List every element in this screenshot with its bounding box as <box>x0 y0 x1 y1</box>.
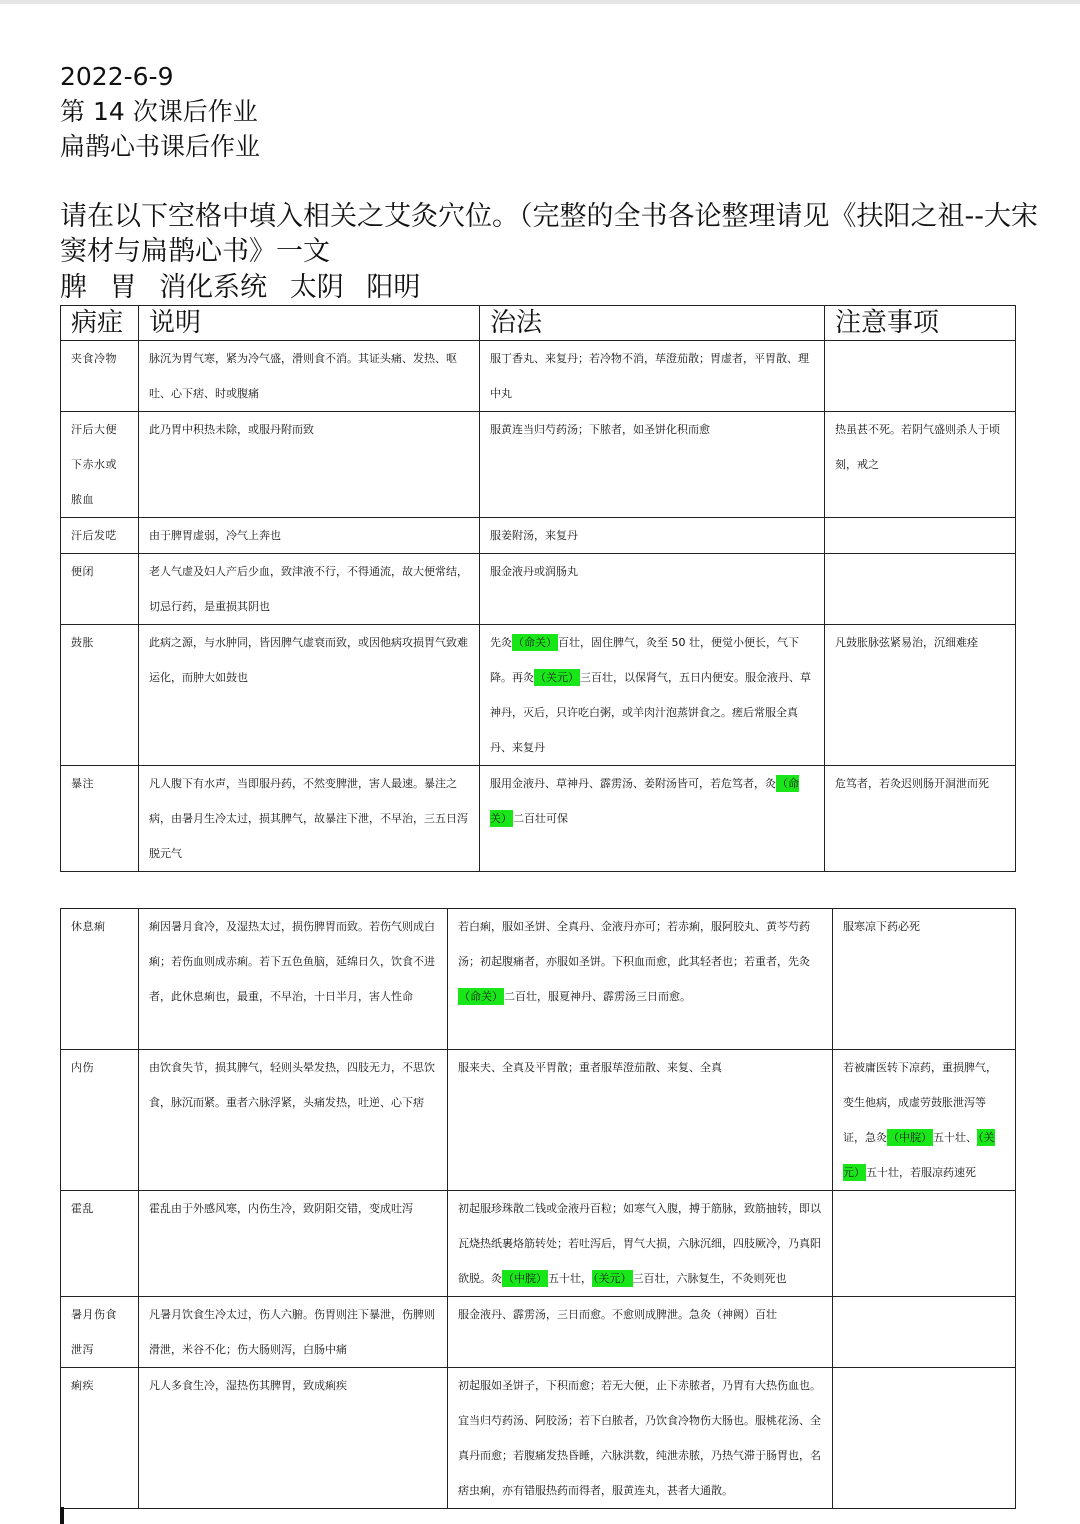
description-cell: 由饮食失节，损其脾气，轻则头晕发热，四肢无力，不思饮食，脉沉而紧。重者六脉浮紧，头痛发热，吐逆、心下痞 <box>139 1050 448 1191</box>
table-row <box>61 1297 1016 1368</box>
instructions: 请在以下空格中填入相关之艾灸穴位。（完整的全书各论整理请见《扶阳之祖--大宋窦材与扁鹊心书》一文 <box>60 201 1038 267</box>
notes-cell <box>833 1368 1016 1509</box>
cell-text: 初起服如圣饼子，下积而愈；若无大便，止下赤脓者，乃胃有大热伤血也。宜当归芍药汤、阿胶汤；若下白脓者，乃饮食冷物伤大肠也。服桃花汤、全真丹而愈；若腹痛发热昏睡，六脉洪数，纯泄赤脓，乃热气滞于肠胃也，名痞虫痢，亦有错服热药而得者，服黄连丸，甚者大通散。 <box>458 1379 821 1497</box>
disease-cell: 暴注 <box>61 766 139 872</box>
cell-text: 二百壮可保 <box>513 812 568 825</box>
table-row <box>61 554 1016 625</box>
subheading-term: 太阴 <box>289 272 344 303</box>
subheading-term: 消化系统 <box>159 272 268 303</box>
table-row <box>61 412 1016 518</box>
notes-cell <box>833 1050 1016 1191</box>
column-header-notes: 注意事项 <box>825 306 1016 341</box>
cell-text: 先灸 <box>490 636 512 649</box>
cell-text: 五十壮， <box>548 1272 592 1285</box>
description-cell: 脉沉为胃气寒，紧为冷气盛，滑则食不消。其证头痛、发热、呕吐、心下痞、时或腹痛 <box>139 341 480 412</box>
table-row <box>61 1050 1016 1191</box>
subheading-term: 脾 <box>60 272 87 303</box>
notes-cell <box>825 518 1016 554</box>
lesson-title: 第 14 次课后作业 <box>60 97 258 126</box>
cell-text: 初起服珍珠散二钱或金液丹百粒；如寒气入腹，搏于筋脉，致筋抽转，即以瓦烧热纸裹烙筋转处；若吐泻后，胃气大损，六脉沉细，四肢厥冷，乃真阳欲脱。灸 <box>458 1202 821 1285</box>
table-row <box>61 909 1016 1050</box>
acupoint-highlight: （关元） <box>843 1131 995 1179</box>
subheading-term: 胃 <box>109 272 137 303</box>
cell-text: 服金液丹、霹雳汤，三日而愈。不愈则成脾泄。急灸（神阙）百壮 <box>458 1308 777 1321</box>
acupoint-highlight: （关元） <box>593 1272 632 1285</box>
notes-cell <box>825 554 1016 625</box>
disease-cell: 霍乱 <box>61 1191 139 1297</box>
table-row <box>61 1368 1016 1509</box>
column-header-disease: 病症 <box>61 306 139 341</box>
table-row <box>61 766 1016 872</box>
page-title: 扁鹊心书课后作业 <box>60 132 261 161</box>
cell-text: 若白痢，服如圣饼、全真丹、金液丹亦可；若赤痢，服阿胶丸、黄芩芍药汤；初起腹痛者，亦服如圣饼。下积血而愈，此其轻者也；若重者，先灸 <box>458 920 810 968</box>
description-cell: 此乃胃中积热未除，或服丹附而致 <box>139 412 480 518</box>
cell-text: 三百壮，六脉复生，不灸则死也 <box>632 1272 787 1285</box>
acupoint-highlight: （关元） <box>535 671 579 684</box>
notes-cell <box>825 341 1016 412</box>
cell-text: 危笃者，若灸迟则肠开洞泄而死 <box>835 777 989 790</box>
table-row <box>61 518 1016 554</box>
description-cell: 此病之源，与水肿同，皆因脾气虚衰而致，或因他病攻损胃气致难运化，而肿大如鼓也 <box>139 625 480 766</box>
treatment-cell <box>480 554 825 625</box>
disease-cell: 内伤 <box>61 1050 139 1191</box>
description-cell: 凡暑月饮食生冷太过，伤人六腑。伤胃则注下暴泄，伤脾则滑泄，米谷不化；伤大肠则泻，白肠中痛 <box>139 1297 448 1368</box>
disease-cell: 休息痢 <box>61 909 139 1050</box>
notes-cell <box>833 909 1016 1050</box>
description-cell: 痢因暑月食冷，及湿热太过，损伤脾胃而致。若伤气则成白痢；若伤血则成赤痢。若下五色鱼脑，延绵日久，饮食不进者，此休息痢也，最重，不早治，十日半月，害人性命 <box>139 909 448 1050</box>
subheading-term: 阳明 <box>366 272 421 303</box>
moxibustion-table-1 <box>60 305 1016 872</box>
treatment-cell <box>480 625 825 766</box>
table-row <box>61 1191 1016 1297</box>
cell-text: 二百壮，服夏神丹、霹雳汤三日而愈。 <box>504 990 691 1003</box>
cell-text: 五十壮，若服凉药速死 <box>866 1166 976 1179</box>
acupoint-highlight: （命关） <box>490 777 799 825</box>
cell-text: 服姜附汤，来复丹 <box>490 529 578 542</box>
treatment-cell <box>480 766 825 872</box>
treatment-cell <box>480 412 825 518</box>
description-cell: 凡人多食生冷，湿热伤其脾胃，致成痢疾 <box>139 1368 448 1509</box>
notes-cell <box>825 625 1016 766</box>
column-header-treatment: 治法 <box>480 306 825 341</box>
treatment-cell <box>480 341 825 412</box>
cell-text: 百壮，固住脾气，灸至 50 壮，便觉小便长，气下降。再灸 <box>490 636 799 684</box>
cell-text: 服丁香丸、来复丹；若冷物不消，荜澄茄散；胃虚者，平胃散、理中丸 <box>490 352 809 400</box>
treatment-cell <box>448 1368 833 1509</box>
cell-text: 五十壮、 <box>933 1131 977 1144</box>
cell-text: 服用金液丹、草神丹、霹雳汤、姜附汤皆可，若危笃者，灸 <box>490 777 776 790</box>
subheading <box>60 270 434 305</box>
notes-cell <box>833 1191 1016 1297</box>
treatment-cell <box>480 518 825 554</box>
description-cell: 由于脾胃虚弱，冷气上奔也 <box>139 518 480 554</box>
acupoint-highlight: （中脘） <box>503 1272 547 1285</box>
acupoint-highlight: （命关） <box>459 990 503 1003</box>
treatment-cell <box>448 1050 833 1191</box>
date: 2022-6-9 <box>60 62 174 91</box>
cell-text: 凡鼓胀脉弦紧易治，沉细难痊 <box>835 636 978 649</box>
cell-text: 服金液丹或润肠丸 <box>490 565 578 578</box>
disease-cell: 痢疾 <box>61 1368 139 1509</box>
description-cell: 凡人腹下有水声，当即服丹药，不然变脾泄，害人最速。暴注之病，由暑月生冷太过，损其脾气，故暴注下泄，不早治，三五日泻脱元气 <box>139 766 480 872</box>
cell-text: 若被庸医转下凉药，重损脾气，变生他病，成虚劳鼓胀泄泻等证，急灸 <box>843 1061 997 1144</box>
disease-cell: 鼓胀 <box>61 625 139 766</box>
cell-text: 服黄连当归芍药汤；下脓者，如圣饼化积而愈 <box>490 423 710 436</box>
disease-cell: 夹食冷物 <box>61 341 139 412</box>
notes-cell <box>825 766 1016 872</box>
top-edge <box>0 0 1080 4</box>
disease-cell: 便闭 <box>61 554 139 625</box>
disease-cell: 暑月伤食泄泻 <box>61 1297 139 1368</box>
table-row <box>61 341 1016 412</box>
cell-text: 服来夫、全真及平胃散；重者服荜澄茄散、来复、全真 <box>458 1061 722 1074</box>
column-header-description: 说明 <box>139 306 480 341</box>
disease-cell: 汗后发呓 <box>61 518 139 554</box>
table-row <box>61 625 1016 766</box>
acupoint-highlight: （中脘） <box>888 1131 932 1144</box>
treatment-cell <box>448 1297 833 1368</box>
cell-text: 三百壮，以保肾气，五日内便安。服金液丹、草神丹，灭后，只许吃白粥，或羊肉汁泡蒸饼食之。瘥后常服全真丹、来复丹 <box>490 671 811 754</box>
cell-text: 服寒凉下药必死 <box>843 920 920 933</box>
notes-cell <box>825 412 1016 518</box>
notes-cell <box>833 1297 1016 1368</box>
moxibustion-table-2 <box>60 908 1016 1509</box>
description-cell: 霍乱由于外感风寒，内伤生冷，致阴阳交错，变成吐泻 <box>139 1191 448 1297</box>
acupoint-highlight: （命关） <box>513 636 557 649</box>
description-cell: 老人气虚及妇人产后少血，致津液不行，不得通流，故大便常结，切忌行药，是重损其阴也 <box>139 554 480 625</box>
disease-cell: 汗后大便下赤水或脓血 <box>61 412 139 518</box>
page-edge-mark <box>60 1507 64 1524</box>
table-header-row <box>61 306 1016 341</box>
treatment-cell <box>448 909 833 1050</box>
treatment-cell <box>448 1191 833 1297</box>
cell-text: 热虽甚不死。若阴气盛则杀人于顷刻，戒之 <box>835 423 1000 471</box>
